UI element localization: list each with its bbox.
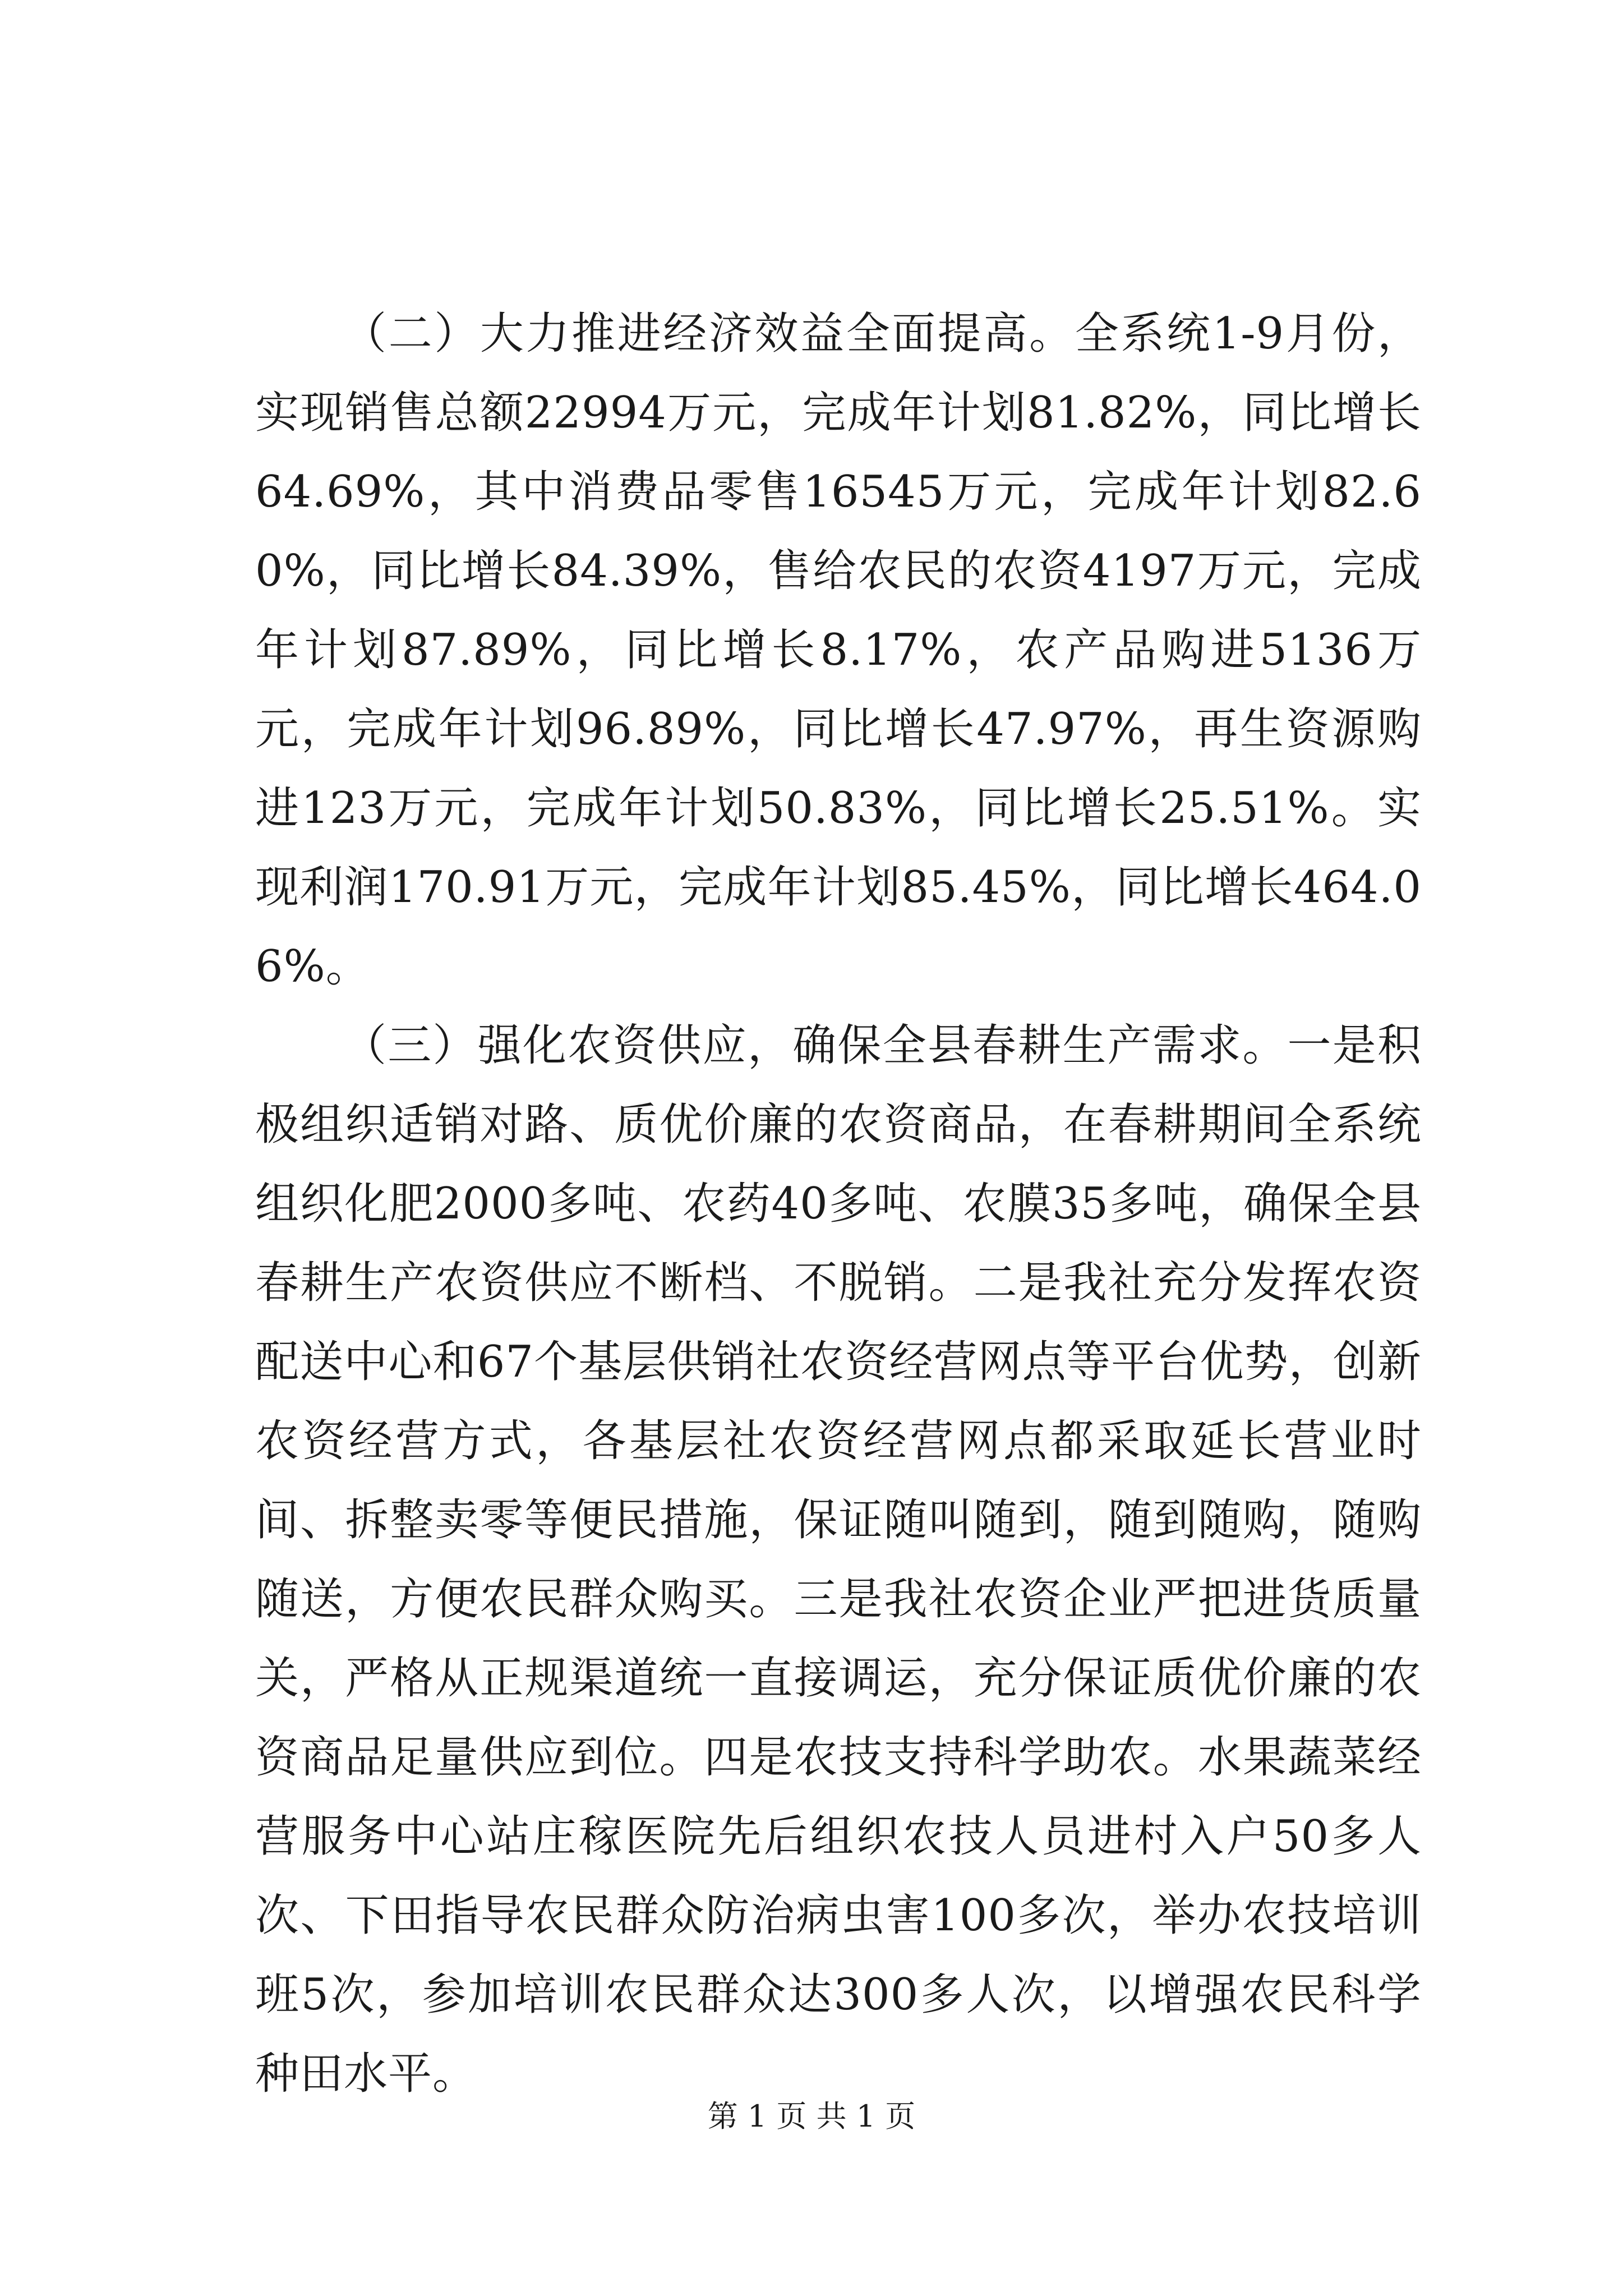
paragraph-agricultural-supply: （三）强化农资供应，确保全县春耕生产需求。一是积极组织适销对路、质优价廉的农资商品，在春耕期间全系统组织化肥2000多吨、农药40多吨、农膜35多吨，确保全县春耕生产农资供应不断档、不脱销。二是我社充分发挥农资配送中心和67个基层供销社农资经营网点等平台优势，创新农资经营方式，各基层社农资经营网点都采取延长营业时间、拆整卖零等便民措施，保证随叫随到，随到随购，随购随送，方便农民群众购买。三是我社农资企业严把进货质量关，严格从正规渠道统一直接调运，充分保证质优价廉的农资商品足量供应到位。四是农技支持科学助农。水果蔬菜经营服务中心站庄稼医院先后组织农技人员进村入户50多人次、下田指导农民群众防治病虫害100多次，举办农技培训班5次，参加培训农民群众达300多人次，以增强农民科学种田水平。 bbox=[255, 1020, 1422, 2099]
body-text bbox=[255, 295, 1422, 2114]
page-footer: 第 1 页 共 1 页 bbox=[707, 2099, 916, 2134]
paragraph-economic-benefits: （二）大力推进经济效益全面提高。全系统1-9月份，实现销售总额22994万元，完成年计划81.82%，同比增长64.69%，其中消费品零售16545万元，完成年计划82.60%，同比增长84.39%，售给农民的农资4197万元，完成年计划87.89%，同比增长8.17%，农产品购进5136万元，完成年计划96.89%，同比增长47.97%，再生资源购进123万元，完成年计划50.83%，同比增长25.51%。实现利润170.91万元，完成年计划85.45%，同比增长464.06%。 bbox=[255, 309, 1422, 992]
